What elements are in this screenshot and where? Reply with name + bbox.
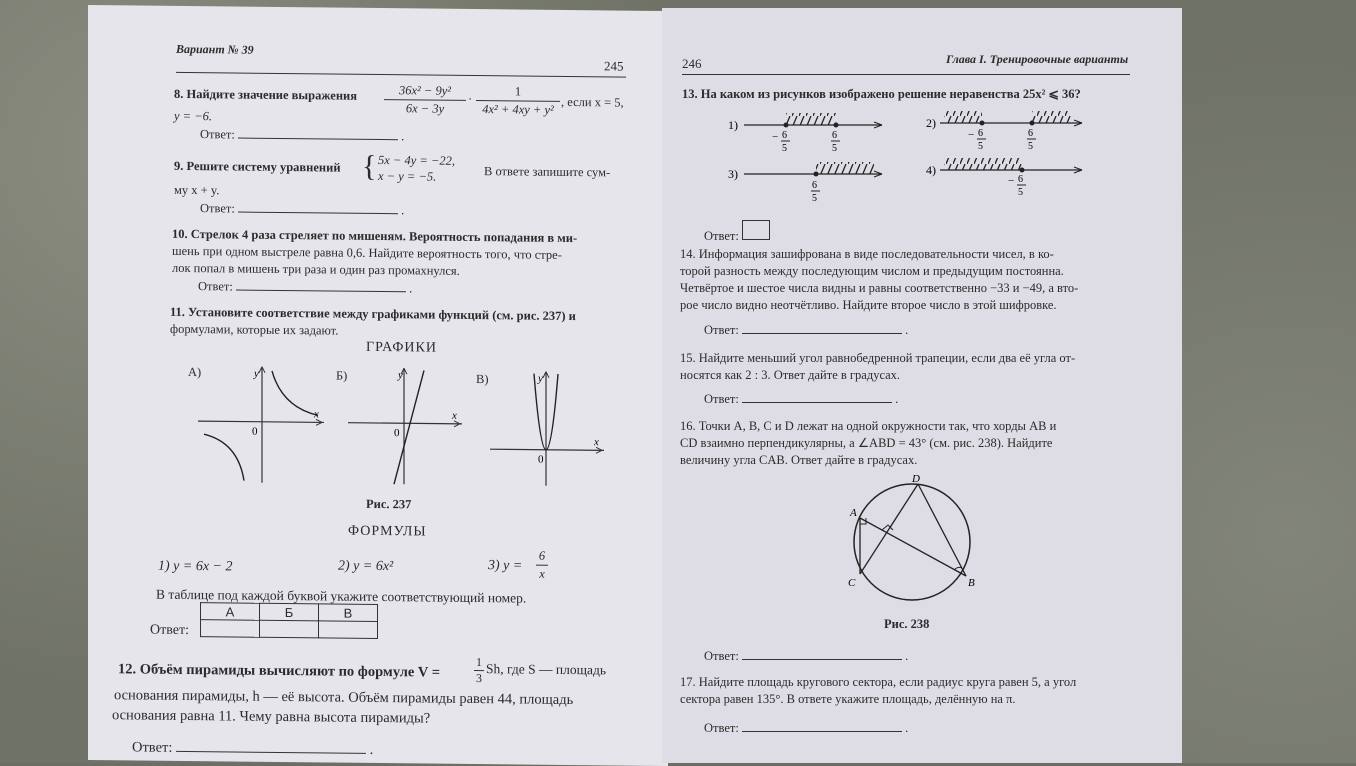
graph-a-hyperbola <box>198 366 324 483</box>
variant-header: Вариант № 39 <box>176 41 254 57</box>
q10-line1: 10. Стрелок 4 раза стреляет по мишеням. Вероятность попадания в ми- <box>172 226 578 246</box>
q16-answer: Ответ: . <box>704 649 909 663</box>
svg-text:x: x <box>452 409 457 422</box>
fig-237-caption: Рис. 237 <box>366 496 412 512</box>
svg-text:6: 6 <box>812 180 817 191</box>
table-answer-cell-a[interactable] <box>201 620 260 638</box>
page-number-right: 246 <box>682 56 702 71</box>
svg-text:6: 6 <box>782 130 787 141</box>
svg-text:A: A <box>850 507 857 519</box>
circle-figure-238 <box>842 474 982 604</box>
q11-answer-label: Ответ: <box>150 622 189 639</box>
chapter-header: Глава I. Тренировочные варианты <box>946 52 1129 66</box>
svg-text:x: x <box>594 436 599 449</box>
q15-line2: носятся как 2 : 3. Ответ дайте в градусах. <box>680 368 901 382</box>
svg-text:2): 2) <box>926 116 936 130</box>
svg-text:x: x <box>314 408 319 421</box>
q12-line1-tail: Sh, где S — площадь <box>486 661 606 678</box>
svg-text:−: − <box>1008 175 1015 187</box>
svg-text:6: 6 <box>832 130 837 141</box>
table-answer-cell-c[interactable] <box>319 621 378 639</box>
graph-b-label: Б) <box>336 368 348 383</box>
q9-brace: { <box>362 149 377 183</box>
header-rule <box>176 72 626 78</box>
q15-line1: 15. Найдите меньший угол равнобедренной трапеции, если два её угла от- <box>680 351 1076 365</box>
table-header-c: В <box>319 604 378 622</box>
graphs-figure <box>196 362 636 497</box>
q12-answer: Ответ: . <box>132 739 374 758</box>
left-page <box>88 5 668 766</box>
option-2-line <box>926 111 1082 152</box>
q14-line2: торой разность между последующим числом и предыдущим постоянна. <box>680 264 1064 278</box>
q17-answer: Ответ: . <box>704 721 909 735</box>
formula-1: 1) y = 6x − 2 <box>158 558 233 575</box>
svg-text:5: 5 <box>832 143 837 154</box>
svg-text:4): 4) <box>926 163 936 177</box>
svg-text:y: y <box>398 369 403 382</box>
svg-text:1): 1) <box>728 118 738 132</box>
header-rule-right <box>682 74 1130 75</box>
q10-line2: шень при одном выстреле равна 0,6. Найдите вероятность того, что стре- <box>172 243 562 262</box>
table-instruction: В таблице под каждой буквой укажите соответствующий номер. <box>156 586 527 606</box>
right-page <box>662 8 1182 763</box>
q8-fraction-2: 1 4x² + 4xy + y² <box>476 83 560 119</box>
q9-eq2: x − y = −5. <box>378 169 437 184</box>
q10-line3: лок попал в мишень три раза и один раз промахнулся. <box>172 260 460 278</box>
page-number-left: 245 <box>604 58 624 74</box>
q12-line3: основания равна 11. Чему равна высота пирамиды? <box>112 707 431 727</box>
svg-text:5: 5 <box>1028 141 1033 152</box>
formula-3-fraction: 6 x <box>536 548 548 583</box>
q13-lead: 13. На каком из рисунков изображено решение неравенства 25x² ⩽ 36? <box>682 87 1081 101</box>
q8-fraction-1: 36x² − 9y² 6x − 3y <box>384 82 466 118</box>
graph-c-label: В) <box>476 372 489 387</box>
svg-text:B: B <box>968 577 975 589</box>
option-3-line <box>728 162 882 204</box>
q8-dot: · <box>468 91 473 106</box>
table-header-a: А <box>201 603 260 621</box>
q14-answer: Ответ: . <box>704 323 909 337</box>
graph-c-parabola <box>490 371 604 486</box>
svg-text:y: y <box>254 367 259 380</box>
q10-answer: Ответ: . <box>198 279 413 296</box>
q11-line2: формулами, которые их задают. <box>170 321 339 338</box>
q13-number-lines <box>722 104 1142 214</box>
q8-condition: , если x = 5, <box>561 94 624 110</box>
svg-text:5: 5 <box>1018 187 1023 198</box>
option-1-line <box>728 113 882 154</box>
q17-line2: сектора равен 135°. В ответе укажите площадь, делённую на π. <box>680 692 1016 706</box>
q9-eq1: 5x − 4y = −22, <box>378 153 456 168</box>
q14-line1: 14. Информация зашифрована в виде последовательности чисел, в ко- <box>680 247 1054 261</box>
q17-line1: 17. Найдите площадь кругового сектора, если радиус круга равен 5, а угол <box>680 675 1077 689</box>
q9-lead: 9. Решите систему уравнений <box>174 158 341 175</box>
q13-answer-box[interactable] <box>742 220 770 240</box>
q8-lead: 8. Найдите значение выражения <box>174 86 357 103</box>
q14-line4: рое число видно неотчётливо. Найдите второе число в этой шифровке. <box>680 298 1057 312</box>
svg-text:6: 6 <box>1018 174 1023 185</box>
q8-line2: y = −6. <box>174 108 213 124</box>
svg-text:5: 5 <box>812 193 817 204</box>
svg-text:3): 3) <box>728 167 738 181</box>
graph-b-line <box>348 368 462 485</box>
table-header-b: Б <box>260 603 319 621</box>
q12-line2: основания пирамиды, h — её высота. Объём пирамиды равен 44, площадь <box>114 687 574 709</box>
q8-answer: Ответ: . <box>200 127 405 144</box>
q14-line3: Четвёртое и шестое числа видны и равны соответственно −33 и −49, а вто- <box>680 281 1079 295</box>
q16-line2: CD взаимно перпендикулярны, а ∠ABD = 43° (см. рис. 238). Найдите <box>680 436 1053 450</box>
q9-tail: В ответе запишите сум- <box>484 164 611 180</box>
q12-line1: 12. Объём пирамиды вычисляют по формуле V = <box>118 661 440 681</box>
svg-text:6: 6 <box>978 128 983 139</box>
formulas-heading: ФОРМУЛЫ <box>348 523 427 540</box>
svg-text:5: 5 <box>978 141 983 152</box>
svg-text:5: 5 <box>782 143 787 154</box>
svg-text:0: 0 <box>394 427 400 440</box>
graph-a-label: А) <box>188 365 202 380</box>
graphs-heading: ГРАФИКИ <box>366 339 437 356</box>
svg-text:6: 6 <box>1028 128 1033 139</box>
q15-answer: Ответ: . <box>704 392 899 406</box>
svg-text:−: − <box>772 131 779 143</box>
q16-line3: величину угла CAB. Ответ дайте в градусах. <box>680 453 918 467</box>
table-answer-cell-b[interactable] <box>260 620 319 638</box>
svg-text:0: 0 <box>252 425 258 438</box>
formula-2: 2) y = 6x² <box>338 558 394 575</box>
svg-text:C: C <box>848 577 856 589</box>
formula-3-lead: 3) y = <box>488 558 523 574</box>
svg-text:0: 0 <box>538 453 544 466</box>
q13-answer: Ответ: <box>704 220 770 245</box>
q9-line2: му x + y. <box>174 182 220 198</box>
q16-line1: 16. Точки A, B, C и D лежат на одной окружности так, что хорды AB и <box>680 419 1057 433</box>
q9-answer: Ответ: . <box>200 201 405 218</box>
fig-238-caption: Рис. 238 <box>884 617 930 631</box>
svg-text:−: − <box>968 129 975 141</box>
option-4-line <box>926 158 1082 198</box>
q11-line1: 11. Установите соответствие между графиками функций (см. рис. 237) и <box>170 304 576 324</box>
svg-text:D: D <box>912 474 920 485</box>
q11-answer-table <box>200 602 378 639</box>
svg-text:y: y <box>538 372 543 385</box>
q12-fraction: 1 3 <box>476 655 482 686</box>
